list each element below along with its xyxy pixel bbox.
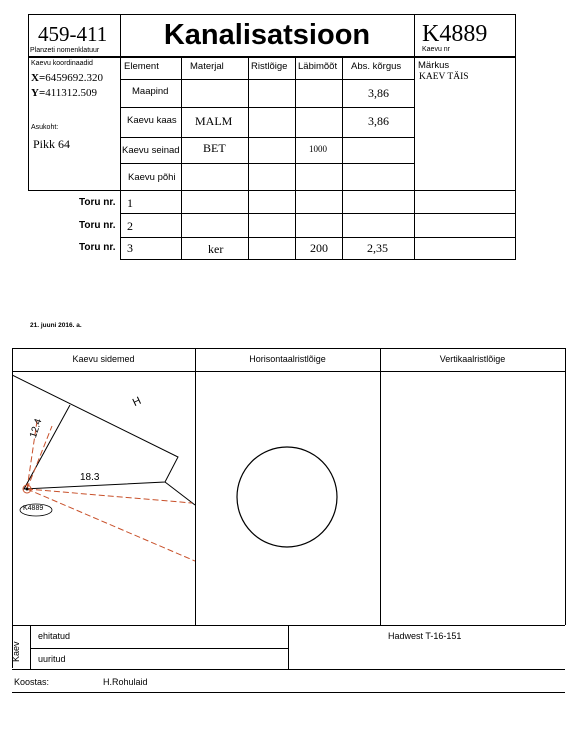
col-header-height: Abs. kõrgus <box>351 61 402 72</box>
pipe-label: Toru nr. <box>79 242 116 253</box>
row-height: 3,86 <box>368 86 389 100</box>
dimension-label: 12.4 <box>28 417 45 440</box>
sketch-letter: H <box>130 394 144 410</box>
pipe-label: Toru nr. <box>79 197 116 208</box>
location-label: Asukoht: <box>31 124 59 131</box>
row-height: 3,86 <box>368 114 389 128</box>
col-header-diameter: Läbimõõt <box>298 61 338 72</box>
well-id-label: Kaevu nr <box>422 46 451 53</box>
compiled-by: H.Rohulaid <box>103 677 148 687</box>
page-title: Kanalisatsioon <box>163 19 371 51</box>
compiled-label: Koostas: <box>14 677 50 687</box>
row-element: Kaevu põhi <box>128 172 176 183</box>
note-value: KAEV TÄIS <box>419 72 469 82</box>
row-diameter: 1000 <box>309 144 327 154</box>
well-id: K4889 <box>422 21 488 47</box>
row-material: MALM <box>195 114 233 128</box>
footer-row-built: ehitatud <box>38 631 71 641</box>
col-header-material: Materjal <box>190 61 224 72</box>
side-label: Kaev <box>11 641 21 662</box>
section-vertical-title: Vertikaalristlõige <box>439 354 506 364</box>
pipe-nr: 3 <box>127 241 133 255</box>
row-element: Kaevu seinad <box>122 145 180 156</box>
location-value: Pikk 64 <box>33 137 71 151</box>
dimension-label: 18.3 <box>80 472 100 483</box>
section-connections-title: Kaevu sidemed <box>72 354 135 364</box>
pipe-height: 2,35 <box>367 241 388 255</box>
section-horizontal-title: Horisontaalristlõige <box>249 354 326 364</box>
coord-y: Y=411312.509 <box>31 87 98 99</box>
horizontal-section-circle <box>235 445 339 549</box>
pipe-nr: 1 <box>127 196 133 210</box>
coords-label: Kaevu koordinaadid <box>31 60 93 67</box>
well-tag: K4889 <box>23 505 44 512</box>
surveyor: Hadwest T-16-151 <box>388 631 462 641</box>
row-material: BET <box>203 141 226 155</box>
pipe-label: Toru nr. <box>79 220 116 231</box>
pipe-nr: 2 <box>127 219 133 233</box>
date: 21. juuni 2016. a. <box>30 322 82 329</box>
pipe-diameter: 200 <box>310 241 328 255</box>
footer-row-surveyed: uuritud <box>38 654 66 664</box>
connections-sketch <box>12 371 195 625</box>
row-element: Kaevu kaas <box>127 115 177 126</box>
nomenclature-number: 459-411 <box>38 22 108 46</box>
col-header-note: Märkus <box>418 60 450 71</box>
coord-x: X=6459692.320 <box>31 72 103 84</box>
col-header-cross: Ristlõige <box>251 61 288 72</box>
pipe-material: ker <box>208 242 224 256</box>
col-header-element: Element <box>124 61 159 72</box>
row-element: Maapind <box>132 86 169 97</box>
nomenclature-label: Planzeti nomenklatuur <box>30 47 100 54</box>
